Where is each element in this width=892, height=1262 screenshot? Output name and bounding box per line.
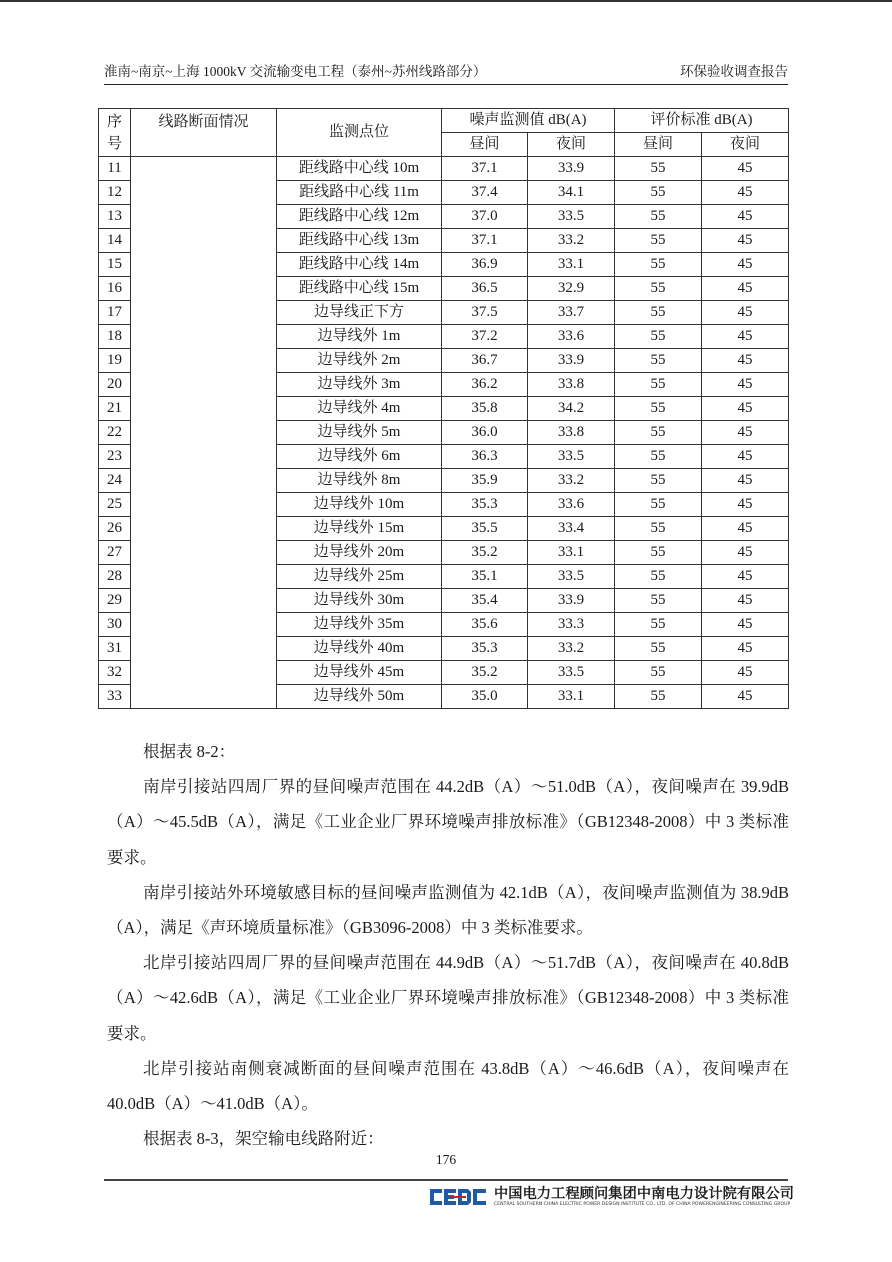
row-noise-day: 36.9 xyxy=(442,253,528,277)
row-standard-day: 55 xyxy=(615,253,702,277)
row-seq: 12 xyxy=(99,181,131,205)
row-noise-night: 33.7 xyxy=(528,301,615,325)
row-noise-night: 33.5 xyxy=(528,205,615,229)
row-seq: 18 xyxy=(99,325,131,349)
row-point: 边导线外 45m xyxy=(277,661,442,685)
row-point: 边导线外 1m xyxy=(277,325,442,349)
row-point: 边导线外 10m xyxy=(277,493,442,517)
row-standard-night: 45 xyxy=(702,181,789,205)
row-standard-day: 55 xyxy=(615,685,702,709)
row-standard-day: 55 xyxy=(615,661,702,685)
row-point: 边导线外 4m xyxy=(277,397,442,421)
row-standard-night: 45 xyxy=(702,349,789,373)
paragraph: 根据表 8-3，架空输电线路附近： xyxy=(143,1129,384,1149)
row-noise-day: 37.4 xyxy=(442,181,528,205)
row-noise-night: 33.1 xyxy=(528,253,615,277)
row-standard-night: 45 xyxy=(702,157,789,181)
row-standard-night: 45 xyxy=(702,517,789,541)
company-name-en: CENTRAL SOUTHERN CHINA ELECTRIC POWER DESIGN INSTITUTE CO., LTD. OF CHINA POWERENGINEERING CONSULTING GROUP xyxy=(494,1202,791,1207)
footer-rule xyxy=(104,1179,788,1181)
row-standard-day: 55 xyxy=(615,181,702,205)
row-noise-day: 35.2 xyxy=(442,541,528,565)
row-noise-night: 33.5 xyxy=(528,445,615,469)
header-section-label: 线路断面情况 xyxy=(158,114,249,130)
row-noise-night: 33.3 xyxy=(528,613,615,637)
row-noise-night: 33.5 xyxy=(528,661,615,685)
company-logo-icon xyxy=(428,1186,488,1208)
row-noise-day: 35.9 xyxy=(442,469,528,493)
row-noise-night: 33.9 xyxy=(528,589,615,613)
row-standard-night: 45 xyxy=(702,301,789,325)
table-header-row xyxy=(99,109,789,133)
row-noise-night: 33.4 xyxy=(528,517,615,541)
header-standard-group: 评价标准 dB(A) xyxy=(615,109,789,133)
row-standard-day: 55 xyxy=(615,637,702,661)
row-point: 距线路中心线 11m xyxy=(277,181,442,205)
page-number: 176 xyxy=(435,1152,457,1167)
header-noise-day: 昼间 xyxy=(442,133,528,157)
row-noise-night: 33.9 xyxy=(528,157,615,181)
row-standard-day: 55 xyxy=(615,445,702,469)
row-seq: 33 xyxy=(99,685,131,709)
row-standard-day: 55 xyxy=(615,229,702,253)
row-standard-day: 55 xyxy=(615,469,702,493)
row-noise-day: 35.6 xyxy=(442,613,528,637)
row-noise-day: 36.7 xyxy=(442,349,528,373)
row-point: 距线路中心线 13m xyxy=(277,229,442,253)
row-noise-day: 36.2 xyxy=(442,373,528,397)
row-noise-night: 32.9 xyxy=(528,277,615,301)
row-standard-day: 55 xyxy=(615,421,702,445)
row-standard-night: 45 xyxy=(702,589,789,613)
row-standard-day: 55 xyxy=(615,397,702,421)
row-point: 边导线外 8m xyxy=(277,469,442,493)
row-point: 边导线外 20m xyxy=(277,541,442,565)
row-seq: 31 xyxy=(99,637,131,661)
row-standard-night: 45 xyxy=(702,325,789,349)
row-noise-day: 37.1 xyxy=(442,229,528,253)
row-noise-day: 35.8 xyxy=(442,397,528,421)
row-seq: 29 xyxy=(99,589,131,613)
row-point: 距线路中心线 15m xyxy=(277,277,442,301)
row-seq: 20 xyxy=(99,373,131,397)
row-standard-night: 45 xyxy=(702,637,789,661)
row-noise-night: 33.2 xyxy=(528,637,615,661)
row-standard-day: 55 xyxy=(615,301,702,325)
company-name-cn: 中国电力工程顾问集团中南电力设计院有限公司 xyxy=(494,1186,795,1202)
row-standard-day: 55 xyxy=(615,589,702,613)
row-standard-night: 45 xyxy=(702,613,789,637)
row-standard-night: 45 xyxy=(702,373,789,397)
row-noise-day: 35.2 xyxy=(442,661,528,685)
row-seq: 23 xyxy=(99,445,131,469)
row-point: 距线路中心线 14m xyxy=(277,253,442,277)
noise-monitoring-table xyxy=(98,108,789,709)
paragraph: 根据表 8-2： xyxy=(143,742,236,761)
row-noise-day: 37.5 xyxy=(442,301,528,325)
row-standard-day: 55 xyxy=(615,205,702,229)
header-seq-label: 序 号 xyxy=(106,113,122,152)
header-standard-day: 昼间 xyxy=(615,133,702,157)
row-noise-night: 33.6 xyxy=(528,325,615,349)
header-standard-night: 夜间 xyxy=(702,133,789,157)
row-standard-day: 55 xyxy=(615,325,702,349)
row-noise-day: 37.2 xyxy=(442,325,528,349)
row-noise-night: 34.2 xyxy=(528,397,615,421)
row-standard-night: 45 xyxy=(702,277,789,301)
row-standard-day: 55 xyxy=(615,541,702,565)
row-noise-night: 33.2 xyxy=(528,469,615,493)
header-report-title: 环保验收调查报告 xyxy=(680,64,788,79)
row-standard-night: 45 xyxy=(702,565,789,589)
row-seq: 19 xyxy=(99,349,131,373)
row-seq: 26 xyxy=(99,517,131,541)
row-point: 距线路中心线 10m xyxy=(277,157,442,181)
paragraph: 南岸引接站四周厂界的昼间噪声范围在 44.2dB（A）～51.0dB（A），夜间噪声在 39.9dB（A）～45.5dB（A），满足《工业企业厂界环境噪声排放标准》（GB12348-2008）中 3 类标准要求。 xyxy=(107,777,789,867)
analysis-text xyxy=(107,734,789,1156)
row-standard-night: 45 xyxy=(702,469,789,493)
header-project-title: 淮南~南京~上海 1000kV 交流输变电工程（泰州~苏州线路部分） xyxy=(104,64,487,79)
row-noise-day: 35.3 xyxy=(442,493,528,517)
row-noise-night: 33.8 xyxy=(528,373,615,397)
row-standard-night: 45 xyxy=(702,397,789,421)
row-seq: 32 xyxy=(99,661,131,685)
paragraph: 北岸引接站四周厂界的昼间噪声范围在 44.9dB（A）～51.7dB（A），夜间噪声在 40.8dB（A）～42.6dB（A），满足《工业企业厂界环境噪声排放标准》（GB12348-2008）中 3 类标准要求。 xyxy=(107,953,789,1043)
row-point: 边导线外 3m xyxy=(277,373,442,397)
row-noise-night: 33.2 xyxy=(528,229,615,253)
row-noise-day: 35.5 xyxy=(442,517,528,541)
top-border-rule xyxy=(0,0,892,2)
row-standard-day: 55 xyxy=(615,373,702,397)
row-standard-night: 45 xyxy=(702,445,789,469)
row-point: 边导线外 15m xyxy=(277,517,442,541)
row-standard-night: 45 xyxy=(702,205,789,229)
row-noise-night: 33.1 xyxy=(528,541,615,565)
row-noise-day: 36.0 xyxy=(442,421,528,445)
row-seq: 25 xyxy=(99,493,131,517)
row-noise-night: 34.1 xyxy=(528,181,615,205)
row-point: 边导线外 35m xyxy=(277,613,442,637)
row-point: 边导线外 50m xyxy=(277,685,442,709)
row-noise-night: 33.6 xyxy=(528,493,615,517)
row-seq: 14 xyxy=(99,229,131,253)
page-header xyxy=(104,62,788,85)
row-point: 边导线外 5m xyxy=(277,421,442,445)
row-seq: 16 xyxy=(99,277,131,301)
row-standard-day: 55 xyxy=(615,277,702,301)
row-standard-night: 45 xyxy=(702,493,789,517)
row-point: 边导线外 30m xyxy=(277,589,442,613)
row-standard-day: 55 xyxy=(615,517,702,541)
row-noise-day: 37.0 xyxy=(442,205,528,229)
row-seq: 13 xyxy=(99,205,131,229)
row-point: 边导线外 25m xyxy=(277,565,442,589)
row-standard-night: 45 xyxy=(702,541,789,565)
row-standard-night: 45 xyxy=(702,421,789,445)
row-point: 边导线外 2m xyxy=(277,349,442,373)
row-standard-day: 55 xyxy=(615,349,702,373)
row-seq: 30 xyxy=(99,613,131,637)
header-point: 监测点位 xyxy=(277,109,442,157)
section-cell-empty xyxy=(131,157,277,709)
row-noise-night: 33.5 xyxy=(528,565,615,589)
row-noise-day: 35.3 xyxy=(442,637,528,661)
row-standard-night: 45 xyxy=(702,685,789,709)
paragraph: 南岸引接站外环境敏感目标的昼间噪声监测值为 42.1dB（A），夜间噪声监测值为 38.9dB（A），满足《声环境质量标准》（GB3096-2008）中 3 类标准要求。 xyxy=(107,882,789,938)
row-point: 距线路中心线 12m xyxy=(277,205,442,229)
row-noise-day: 37.1 xyxy=(442,157,528,181)
row-seq: 17 xyxy=(99,301,131,325)
header-section xyxy=(131,109,277,157)
row-seq: 15 xyxy=(99,253,131,277)
row-noise-day: 36.5 xyxy=(442,277,528,301)
row-seq: 22 xyxy=(99,421,131,445)
row-standard-day: 55 xyxy=(615,565,702,589)
row-seq: 11 xyxy=(99,157,131,181)
row-noise-day: 36.3 xyxy=(442,445,528,469)
row-noise-night: 33.8 xyxy=(528,421,615,445)
row-point: 边导线外 40m xyxy=(277,637,442,661)
paragraph: 北岸引接站南侧衰减断面的昼间噪声范围在 43.8dB（A）～46.6dB（A），夜间噪声在 40.0dB（A）～41.0dB（A）。 xyxy=(107,1058,789,1114)
row-noise-day: 35.4 xyxy=(442,589,528,613)
row-point: 边导线正下方 xyxy=(277,301,442,325)
row-standard-night: 45 xyxy=(702,661,789,685)
row-noise-night: 33.1 xyxy=(528,685,615,709)
row-standard-night: 45 xyxy=(702,253,789,277)
row-seq: 24 xyxy=(99,469,131,493)
row-point: 边导线外 6m xyxy=(277,445,442,469)
row-standard-day: 55 xyxy=(615,613,702,637)
header-noise-group: 噪声监测值 dB(A) xyxy=(442,109,615,133)
row-standard-night: 45 xyxy=(702,229,789,253)
row-standard-day: 55 xyxy=(615,493,702,517)
row-noise-day: 35.0 xyxy=(442,685,528,709)
row-seq: 21 xyxy=(99,397,131,421)
header-noise-night: 夜间 xyxy=(528,133,615,157)
row-seq: 28 xyxy=(99,565,131,589)
row-noise-day: 35.1 xyxy=(442,565,528,589)
header-seq xyxy=(99,109,131,157)
row-noise-night: 33.9 xyxy=(528,349,615,373)
row-seq: 27 xyxy=(99,541,131,565)
table-row xyxy=(99,157,789,181)
row-standard-day: 55 xyxy=(615,157,702,181)
